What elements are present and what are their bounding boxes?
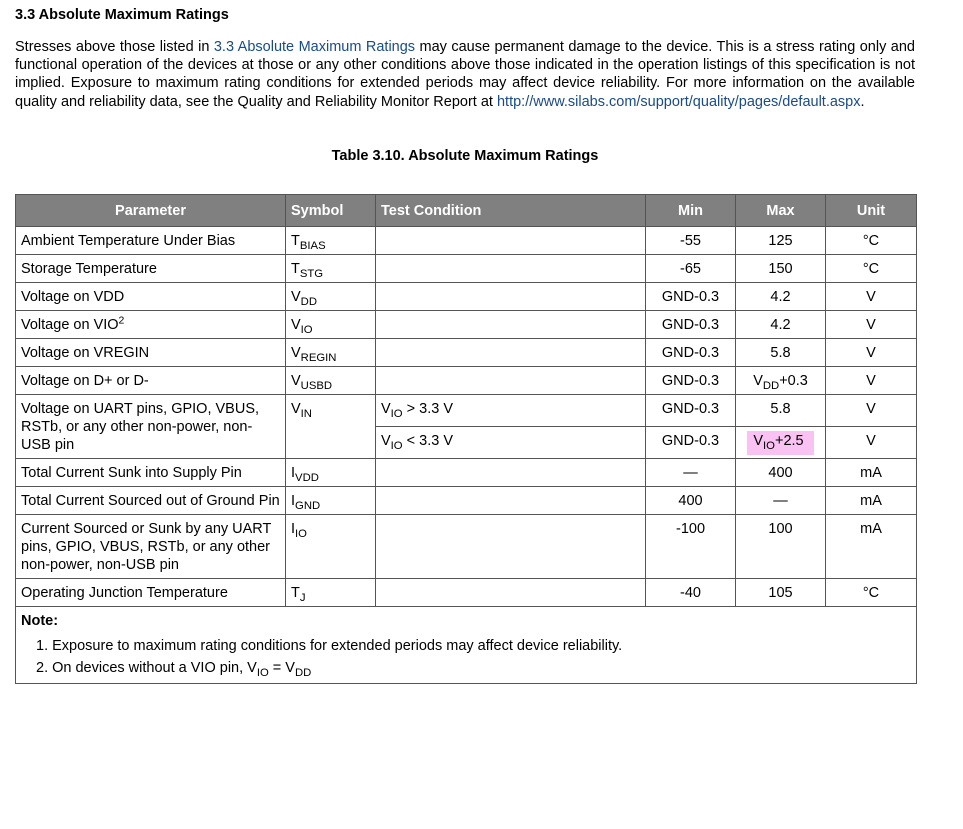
cell-min: GND-0.3 xyxy=(646,427,736,459)
header-min: Min xyxy=(646,195,736,227)
cell-condition xyxy=(376,515,646,579)
table-row xyxy=(16,395,917,427)
cell-condition xyxy=(376,487,646,515)
cell-max: 150 xyxy=(736,255,826,283)
highlighted-value: $V_{IO}+2.5$ xyxy=(747,431,813,455)
cell-condition xyxy=(376,255,646,283)
cell-max: 400 xyxy=(736,459,826,487)
table-row xyxy=(16,255,917,283)
cell-symbol: $V_{IO}$ xyxy=(286,311,376,339)
cell-condition: $V_{IO} > 3.3$ V xyxy=(376,395,646,427)
cell-unit: mA xyxy=(826,487,917,515)
cell-condition xyxy=(376,579,646,607)
cell-symbol: $I_{IO}$ xyxy=(286,515,376,579)
absolute-maximum-ratings-table xyxy=(15,194,917,684)
header-max: Max xyxy=(736,195,826,227)
cell-symbol: $V_{DD}$ xyxy=(286,283,376,311)
quality-report-link[interactable]: http://www.silabs.com/support/quality/pages/default.aspx xyxy=(496,93,861,110)
cell-condition xyxy=(376,227,646,255)
note-title: Note: xyxy=(21,613,59,629)
table-row xyxy=(16,515,917,579)
table-row xyxy=(16,579,917,607)
cell-symbol: $T_{BIAS}$ xyxy=(286,227,376,255)
cell-symbol: $I_{VDD}$ xyxy=(286,459,376,487)
cell-condition xyxy=(376,339,646,367)
cell-condition xyxy=(376,311,646,339)
cell-unit: °C xyxy=(826,227,917,255)
cell-condition xyxy=(376,283,646,311)
intro-text-1: Stresses above those listed in xyxy=(15,39,214,55)
cell-condition xyxy=(376,459,646,487)
cell-parameter: Current Sourced or Sunk by any UART pins, GPIO, VBUS, RSTb, or any other non-power, non-USB pin xyxy=(16,515,286,579)
table-row xyxy=(16,311,917,339)
cell-unit: °C xyxy=(826,579,917,607)
cell-symbol: $I_{GND}$ xyxy=(286,487,376,515)
cell-parameter: Voltage on UART pins, GPIO, VBUS, RSTb, or any other non-power, non-USB pin xyxy=(16,395,286,459)
cell-min: -40 xyxy=(646,579,736,607)
cell-min: -100 xyxy=(646,515,736,579)
note-list xyxy=(21,635,911,679)
cell-unit: V xyxy=(826,367,917,395)
cell-min: -65 xyxy=(646,255,736,283)
cell-min: GND-0.3 xyxy=(646,283,736,311)
cell-unit: mA xyxy=(826,459,917,487)
cell-min: GND-0.3 xyxy=(646,339,736,367)
note-item: 1. Exposure to maximum rating conditions for extended periods may affect device reliability. xyxy=(36,638,623,654)
cell-parameter: Total Current Sunk into Supply Pin xyxy=(16,459,286,487)
table-row xyxy=(16,487,917,515)
note-item: 2. On devices without a VIO pin, $V_{IO} = V_{DD}$ xyxy=(36,660,312,679)
cell-max: 125 xyxy=(736,227,826,255)
notes-row xyxy=(16,607,917,684)
table-row xyxy=(16,339,917,367)
cell-max: 5.8 xyxy=(736,395,826,427)
cell-unit: V xyxy=(826,395,917,427)
section-link[interactable]: 3.3 Absolute Maximum Ratings xyxy=(213,39,416,55)
cell-min: GND-0.3 xyxy=(646,395,736,427)
cell-parameter: Ambient Temperature Under Bias xyxy=(16,227,286,255)
intro-text-2: may cause permanent damage to the device. This is a stress rating only and functional operation of the devices at those or any other conditions above those indicated in the operation listings of this specification is not implied. Exposure to maximum rating conditions for extended periods may affect device reliability. For more information on the available quality and reliability data, see the Quality and Reliability Monitor Report at xyxy=(15,39,915,110)
table-row xyxy=(16,227,917,255)
cell-condition xyxy=(376,367,646,395)
intro-paragraph xyxy=(15,38,915,111)
cell-symbol: $V_{IN}$ xyxy=(286,395,376,459)
cell-unit: V xyxy=(826,339,917,367)
cell-min: 400 xyxy=(646,487,736,515)
cell-max: 100 xyxy=(736,515,826,579)
cell-unit: V xyxy=(826,311,917,339)
cell-parameter: Voltage on VDD xyxy=(16,283,286,311)
intro-text-3: . xyxy=(860,93,865,110)
cell-parameter: Voltage on VREGIN xyxy=(16,339,286,367)
table-row xyxy=(16,283,917,311)
footnote-ref: 2 xyxy=(118,315,125,327)
cell-max: 5.8 xyxy=(736,339,826,367)
cell-min: — xyxy=(646,459,736,487)
cell-min: GND-0.3 xyxy=(646,311,736,339)
cell-parameter: Voltage on D+ or D- xyxy=(16,367,286,395)
table-row xyxy=(16,367,917,395)
cell-max: 4.2 xyxy=(736,311,826,339)
cell-unit: mA xyxy=(826,515,917,579)
table-header-row xyxy=(16,195,917,227)
cell-min: GND-0.3 xyxy=(646,367,736,395)
cell-max: 4.2 xyxy=(736,283,826,311)
cell-symbol: $T_{STG}$ xyxy=(286,255,376,283)
cell-min: -55 xyxy=(646,227,736,255)
cell-condition: $V_{IO} < 3.3$ V xyxy=(376,427,646,459)
cell-unit: °C xyxy=(826,255,917,283)
section-heading: 3.3 Absolute Maximum Ratings xyxy=(15,7,229,23)
cell-unit: V xyxy=(826,427,917,459)
header-unit: Unit xyxy=(826,195,917,227)
cell-parameter: Total Current Sourced out of Ground Pin xyxy=(16,487,286,515)
cell-symbol: $V_{REGIN}$ xyxy=(286,339,376,367)
cell-max: $V_{DD}+0.3$ xyxy=(736,367,826,395)
cell-unit: V xyxy=(826,283,917,311)
cell-max: 105 xyxy=(736,579,826,607)
cell-max: — xyxy=(736,487,826,515)
cell-parameter: Voltage on VIO$^2$ xyxy=(16,311,286,339)
header-symbol: Symbol xyxy=(286,195,376,227)
cell-symbol: $V_{USBD}$ xyxy=(286,367,376,395)
header-parameter: Parameter xyxy=(16,195,286,227)
header-test-condition: Test Condition xyxy=(376,195,646,227)
table-row xyxy=(16,459,917,487)
cell-parameter: Storage Temperature xyxy=(16,255,286,283)
cell-symbol: $T_J$ xyxy=(286,579,376,607)
notes-cell xyxy=(16,607,917,684)
cell-max xyxy=(736,427,826,459)
cell-parameter: Operating Junction Temperature xyxy=(16,579,286,607)
table-caption: Table 3.10. Absolute Maximum Ratings xyxy=(331,148,599,164)
